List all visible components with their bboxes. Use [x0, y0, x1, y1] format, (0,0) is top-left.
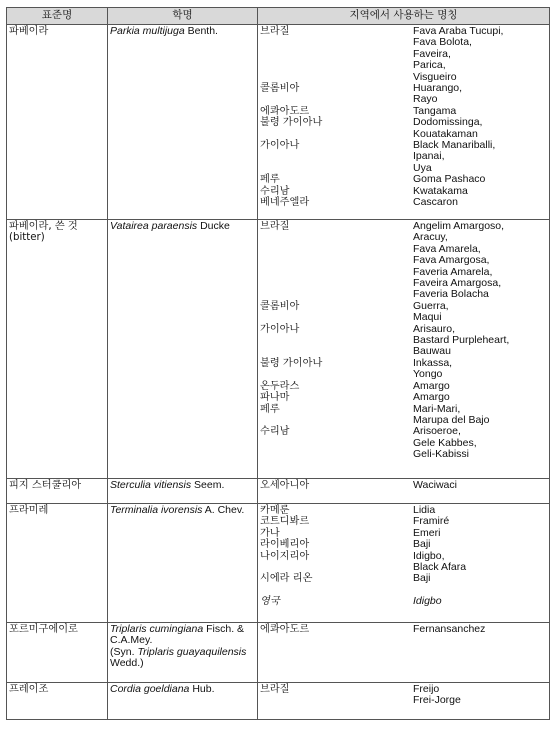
local-name-list — [413, 221, 547, 301]
local-name: Baji — [413, 572, 431, 585]
region-name: 라이베리아 — [260, 539, 310, 551]
local-name-list — [413, 174, 547, 185]
local-name: Bastard Purpleheart, — [413, 334, 510, 347]
region-entry — [260, 174, 547, 185]
region-name: 베네주엘라 — [260, 197, 310, 209]
local-name: Faveria Amarela, — [413, 265, 493, 278]
local-name-list — [413, 684, 547, 707]
local-name: Rayo — [413, 93, 438, 106]
region-name — [260, 585, 413, 596]
scientific-name-cell — [108, 504, 258, 623]
local-name-list — [413, 358, 547, 381]
region-list — [260, 624, 547, 635]
table-row — [7, 683, 550, 720]
local-name: Faveira Amargosa, — [413, 277, 502, 290]
local-name: Kwatakama — [413, 184, 468, 197]
table-row — [7, 220, 550, 479]
local-name: Tangama — [413, 104, 457, 117]
local-name-list — [413, 83, 547, 106]
local-name: Fava Bolota, — [413, 36, 472, 49]
region-entry — [260, 392, 547, 403]
region-list — [260, 26, 547, 209]
region-name: 온두라스 — [260, 380, 300, 392]
local-name-list — [413, 624, 547, 635]
scientific-name-cell — [108, 683, 258, 720]
page — [6, 7, 550, 720]
scientific-name: Parkia multijuga — [110, 25, 185, 37]
local-name-list — [413, 528, 547, 539]
region-name: 브라질 — [260, 684, 290, 695]
local-name: Baji — [413, 538, 431, 551]
local-name: Aracuy, — [413, 231, 448, 244]
region-name: 가이아나 — [260, 323, 300, 335]
region-entry — [260, 324, 547, 358]
region-name: 콜롬비아 — [260, 300, 300, 312]
region-entry — [260, 117, 547, 140]
local-name: Frei-Jorge — [413, 694, 461, 707]
standard-name-cell — [7, 504, 108, 623]
local-name-list — [413, 140, 547, 174]
local-name: Lidia — [413, 504, 436, 516]
scientific-name: Terminalia ivorensis — [110, 504, 203, 516]
region-name: 에콰아도르 — [260, 624, 310, 635]
standard-name: 프라미레 — [9, 505, 49, 516]
local-name: Ipanai, — [413, 150, 445, 163]
region-entry — [260, 186, 547, 197]
synonym-prefix: (Syn. — [110, 645, 138, 658]
region-name: 카메룬 — [260, 505, 290, 516]
table-body — [7, 25, 550, 720]
header-row — [7, 8, 550, 25]
scientific-name-cell — [108, 220, 258, 479]
scientific-name: Sterculia vitiensis — [110, 479, 192, 491]
table-row — [7, 623, 550, 683]
scientific-name: Triplaris cumingiana — [110, 623, 204, 635]
region-entry — [260, 528, 547, 539]
scientific-author: Seem. — [191, 479, 225, 491]
local-name: Fava Araba Tucupi, — [413, 25, 504, 37]
local-name-list — [413, 26, 547, 83]
local-name: Inkassa, — [413, 356, 453, 369]
local-names-cell — [258, 479, 550, 504]
standard-name-cell — [7, 479, 108, 504]
region-list — [260, 684, 547, 707]
region-name: 파나마 — [260, 392, 290, 404]
local-name: Bauwau — [413, 345, 451, 358]
local-name: Cascaron — [413, 196, 458, 209]
local-name-list — [413, 551, 547, 574]
region-entry — [260, 221, 547, 301]
standard-name: 프레이조 — [9, 684, 49, 695]
synonym — [110, 647, 255, 670]
local-name: Idigbo — [413, 595, 442, 608]
local-name-list — [413, 301, 547, 324]
region-name: 시에라 리온 — [260, 573, 313, 585]
local-name: Waciwaci — [413, 479, 457, 491]
region-entry — [260, 140, 547, 174]
local-name-list — [413, 404, 547, 427]
region-name: 불령 가이아나 — [260, 357, 323, 369]
header-local-names: 지역에서 사용하는 명칭 — [258, 8, 550, 25]
region-name: 브라질 — [260, 221, 290, 232]
local-name: Huarango, — [413, 82, 463, 95]
region-name: 영국 — [260, 596, 280, 608]
local-name-list — [413, 426, 547, 460]
region-entry — [260, 83, 547, 106]
local-names-cell — [258, 25, 550, 220]
region-entry — [260, 426, 547, 460]
standard-name: 피지 스터쿨리아 — [9, 480, 82, 491]
table-row — [7, 25, 550, 220]
local-names-cell — [258, 623, 550, 683]
region-entry — [260, 596, 547, 607]
local-name: Maqui — [413, 311, 442, 324]
scientific-author: Benth. — [184, 25, 218, 37]
table-row — [7, 504, 550, 623]
local-name: Framiré — [413, 515, 450, 528]
region-entry — [260, 301, 547, 324]
scientific-name: Vatairea paraensis — [110, 220, 198, 232]
region-entry — [260, 197, 547, 208]
local-name: Arisoeroe, — [413, 425, 461, 438]
local-name: Goma Pashaco — [413, 173, 486, 186]
scientific-name: Cordia goeldiana — [110, 683, 190, 695]
local-name-list — [413, 539, 547, 550]
scientific-author: Ducke — [197, 220, 230, 232]
local-name: Fernansanchez — [413, 623, 486, 635]
region-name: 나이지리아 — [260, 550, 310, 562]
local-name: Gele Kabbes, — [413, 436, 477, 449]
local-name: Kouatakaman — [413, 127, 478, 140]
local-name: Angelim Amargoso, — [413, 220, 505, 232]
region-name: 페루 — [260, 403, 280, 415]
local-name: Parica, — [413, 59, 446, 72]
standard-name-cell — [7, 623, 108, 683]
local-name: Fava Amargosa, — [413, 254, 490, 267]
local-name: Geli-Kabissi — [413, 448, 470, 461]
local-name: Guerra, — [413, 299, 449, 312]
region-entry — [260, 684, 547, 707]
region-name: 수리남 — [260, 426, 290, 438]
local-name-list — [413, 392, 547, 403]
scientific-name-cell — [108, 623, 258, 683]
wood-names-table — [6, 7, 550, 720]
local-name: Uya — [413, 161, 432, 174]
local-names-cell — [258, 683, 550, 720]
region-name: 코트디봐르 — [260, 516, 310, 528]
region-name: 불령 가이아나 — [260, 117, 323, 129]
standard-name: 파베이라 — [9, 26, 49, 37]
local-name-list — [413, 197, 547, 208]
standard-name-cell — [7, 683, 108, 720]
local-name: Fava Amarela, — [413, 242, 481, 255]
region-name: 오세아니아 — [260, 480, 310, 491]
scientific-name-cell — [108, 25, 258, 220]
standard-name-cell — [7, 25, 108, 220]
synonym-name: Triplaris guayaquilensis — [137, 645, 247, 658]
region-entry — [260, 516, 547, 527]
local-name: Mari-Mari, — [413, 402, 461, 415]
header-scientific-name: 학명 — [108, 8, 258, 25]
region-entry — [260, 539, 547, 550]
scientific-name-cell — [108, 479, 258, 504]
local-name-list — [413, 117, 547, 140]
local-name: Emeri — [413, 526, 441, 539]
region-name: 페루 — [260, 174, 280, 186]
local-name: Black Afara — [413, 561, 467, 574]
region-entry — [260, 480, 547, 491]
local-name-list — [413, 480, 547, 491]
region-entry — [260, 585, 547, 596]
region-name: 에콰아도르 — [260, 105, 310, 117]
scientific-author: A. Chev. — [202, 504, 245, 516]
local-name-list — [413, 324, 547, 358]
local-name: Dodomissinga, — [413, 116, 483, 129]
local-names-cell — [258, 220, 550, 479]
region-name: 가이아나 — [260, 140, 300, 152]
local-name: Freijo — [413, 683, 440, 695]
region-name: 콜롬비아 — [260, 83, 300, 95]
region-list — [260, 505, 547, 608]
local-name: Black Manariballi, — [413, 139, 496, 152]
local-name: Faveira, — [413, 47, 451, 60]
local-name: Idigbo, — [413, 549, 445, 562]
region-name: 수리남 — [260, 185, 290, 197]
local-name: Yongo — [413, 368, 443, 381]
region-list — [260, 480, 547, 491]
synonym-author: Wedd.) — [110, 657, 144, 670]
region-entry — [260, 404, 547, 427]
scientific-author: Hub. — [189, 683, 215, 695]
local-name: Arisauro, — [413, 322, 456, 335]
table-row — [7, 479, 550, 504]
header-standard-name: 표준명 — [7, 8, 108, 25]
standard-name-cell — [7, 220, 108, 479]
region-name: 가나 — [260, 527, 280, 539]
scientific-author: Fisch. & C.A.Mey. — [110, 623, 245, 647]
region-entry — [260, 505, 547, 516]
region-entry — [260, 573, 547, 584]
standard-name: 파베이라, 쓴 것 (bitter) — [9, 221, 78, 244]
local-names-cell — [258, 504, 550, 623]
region-entry — [260, 551, 547, 574]
standard-name: 포르미구에이로 — [9, 624, 78, 635]
local-name: Faveria Bolacha — [413, 288, 489, 301]
local-name: Marupa del Bajo — [413, 413, 490, 426]
region-list — [260, 221, 547, 461]
local-name-list — [413, 596, 547, 607]
local-name: Amargo — [413, 391, 450, 404]
region-entry — [260, 26, 547, 83]
local-name: Amargo — [413, 379, 450, 392]
region-name: 브라질 — [260, 26, 290, 37]
region-entry — [260, 381, 547, 392]
region-entry — [260, 624, 547, 635]
local-name: Visgueiro — [413, 70, 457, 83]
region-entry — [260, 106, 547, 117]
region-entry — [260, 358, 547, 381]
local-name-list — [413, 573, 547, 584]
